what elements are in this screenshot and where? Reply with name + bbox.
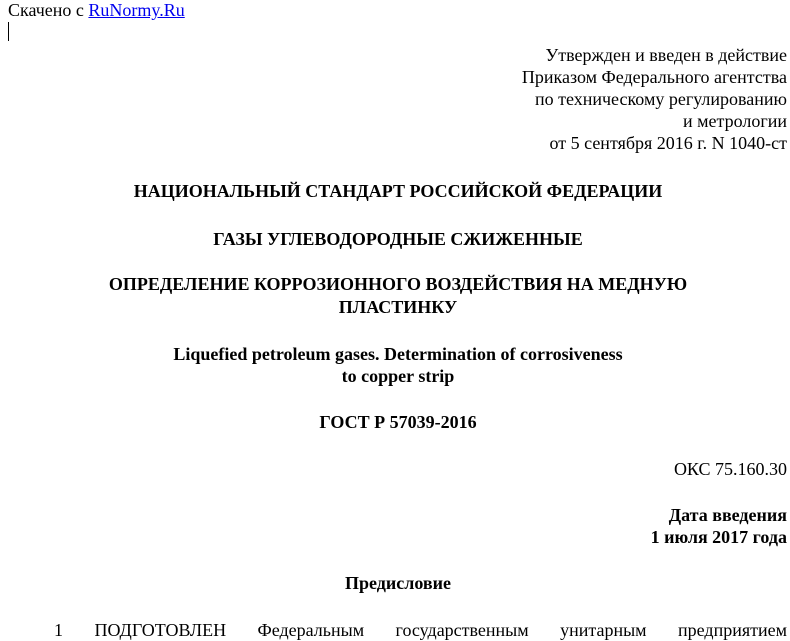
oks-code: ОКС 75.160.30	[673, 459, 787, 479]
russian-title	[0, 273, 790, 319]
preface-paragraph: 1 ПОДГОТОВЛЕН Федеральным государственным унитарным предприятием	[54, 620, 787, 640]
source-prefix: Скачено с	[8, 0, 89, 20]
approval-line: Утвержден и введен в действие	[545, 45, 787, 65]
russian-title-line: ОПРЕДЕЛЕНИЕ КОРРОЗИОННОГО ВОЗДЕЙСТВИЯ НА МЕДНУЮ	[108, 274, 688, 294]
english-title	[0, 343, 790, 387]
approval-line: и метрологии	[683, 111, 787, 131]
source-line	[8, 0, 185, 21]
text-cursor	[8, 22, 9, 41]
subject-title: ГАЗЫ УГЛЕВОДОРОДНЫЕ СЖИЖЕННЫЕ	[213, 229, 583, 249]
date-label: Дата введения	[668, 505, 787, 525]
standard-title: НАЦИОНАЛЬНЫЙ СТАНДАРТ РОССИЙСКОЙ ФЕДЕРАЦИИ	[133, 181, 663, 201]
approval-line: по техническому регулированию	[534, 89, 787, 109]
preface-heading: Предисловие	[345, 573, 451, 593]
source-link[interactable]: RuNormy.Ru	[88, 0, 185, 20]
english-title-line: Liquefied petroleum gases. Determination of corrosiveness	[173, 344, 623, 364]
approval-line: от 5 сентября 2016 г. N 1040-ст	[549, 133, 787, 153]
russian-title-line: ПЛАСТИНКУ	[338, 297, 458, 317]
date-value: 1 июля 2017 года	[650, 527, 787, 547]
standard-code: ГОСТ Р 57039-2016	[319, 412, 477, 432]
approval-block	[522, 44, 787, 154]
introduction-date	[651, 504, 787, 548]
approval-line: Приказом Федерального агентства	[521, 67, 787, 87]
english-title-line: to copper strip	[341, 366, 455, 386]
